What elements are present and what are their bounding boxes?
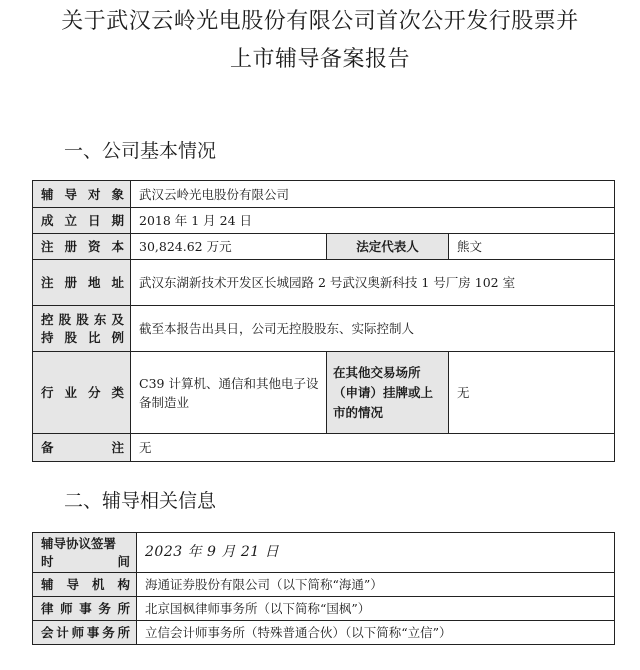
row-label-shareholder-line1: 控股股东及 [41, 311, 124, 327]
table-row [33, 208, 615, 234]
row-label-capital: 注册资本 [33, 234, 131, 260]
table-row [33, 573, 615, 597]
table-row [33, 597, 615, 621]
row-label-shareholder-line2: 持股比例 [41, 329, 124, 345]
table-row [33, 260, 615, 306]
document-title-line1: 关于武汉云岭光电股份有限公司首次公开发行股票并 [61, 9, 579, 34]
row-label-sign-date-line2: 时间 [41, 553, 130, 569]
section-heading-tutoring-info: 二、辅导相关信息 [64, 490, 217, 512]
row-value-law-firm: 北京国枫律师事务所（以下简称“国枫”） [137, 597, 615, 621]
row-value-remark: 无 [131, 434, 615, 462]
row-value-address: 武汉东湖新技术开发区长城园路 2 号武汉奥新科技 1 号厂房 102 室 [131, 260, 615, 306]
row-value-sign-date: 2023 年 9 月 21 日 [137, 533, 615, 573]
row-label-agency: 辅导机构 [33, 573, 137, 597]
table-row [33, 181, 615, 208]
row-label-industry: 行业分类 [33, 352, 131, 434]
document-title-line2: 上市辅导备案报告 [229, 47, 410, 72]
row-value-target: 武汉云岭光电股份有限公司 [131, 181, 615, 208]
row-value-industry: C39 计算机、通信和其他电子设备制造业 [131, 352, 327, 434]
row-value-capital: 30,824.62 万元 [131, 234, 327, 260]
table-row [33, 434, 615, 462]
row-value-agency: 海通证券股份有限公司（以下简称“海通”） [137, 573, 615, 597]
company-basic-info-table [32, 180, 615, 462]
row-value-accounting-firm: 立信会计师事务所（特殊普通合伙）（以下简称“立信”） [137, 621, 615, 645]
row-label-law-firm: 律师事务所 [33, 597, 137, 621]
table-row [33, 352, 615, 434]
row-label-sign-date [33, 533, 137, 573]
row-label-shareholder [33, 306, 131, 352]
row-label-sign-date-line1: 辅导协议签署 [41, 535, 117, 551]
row-label-other-listing: 在其他交易场所（申请）挂牌或上市的情况 [327, 352, 449, 434]
row-value-founded: 2018 年 1 月 24 日 [131, 208, 615, 234]
table-row [33, 306, 615, 352]
table-row [33, 234, 615, 260]
tutoring-info-table [32, 532, 615, 645]
row-label-address: 注册地址 [33, 260, 131, 306]
row-value-legal-rep: 熊文 [449, 234, 615, 260]
row-value-shareholder: 截至本报告出具日，公司无控股股东、实际控制人 [131, 306, 615, 352]
section-heading-basic-info: 一、公司基本情况 [64, 140, 217, 162]
row-label-remark: 备注 [33, 434, 131, 462]
table-row [33, 533, 615, 573]
table-row [33, 621, 615, 645]
row-label-accounting-firm: 会计师事务所 [33, 621, 137, 645]
row-value-other-listing: 无 [449, 352, 615, 434]
row-label-founded: 成立日期 [33, 208, 131, 234]
row-label-legal-rep: 法定代表人 [327, 234, 449, 260]
row-label-target: 辅导对象 [33, 181, 131, 208]
